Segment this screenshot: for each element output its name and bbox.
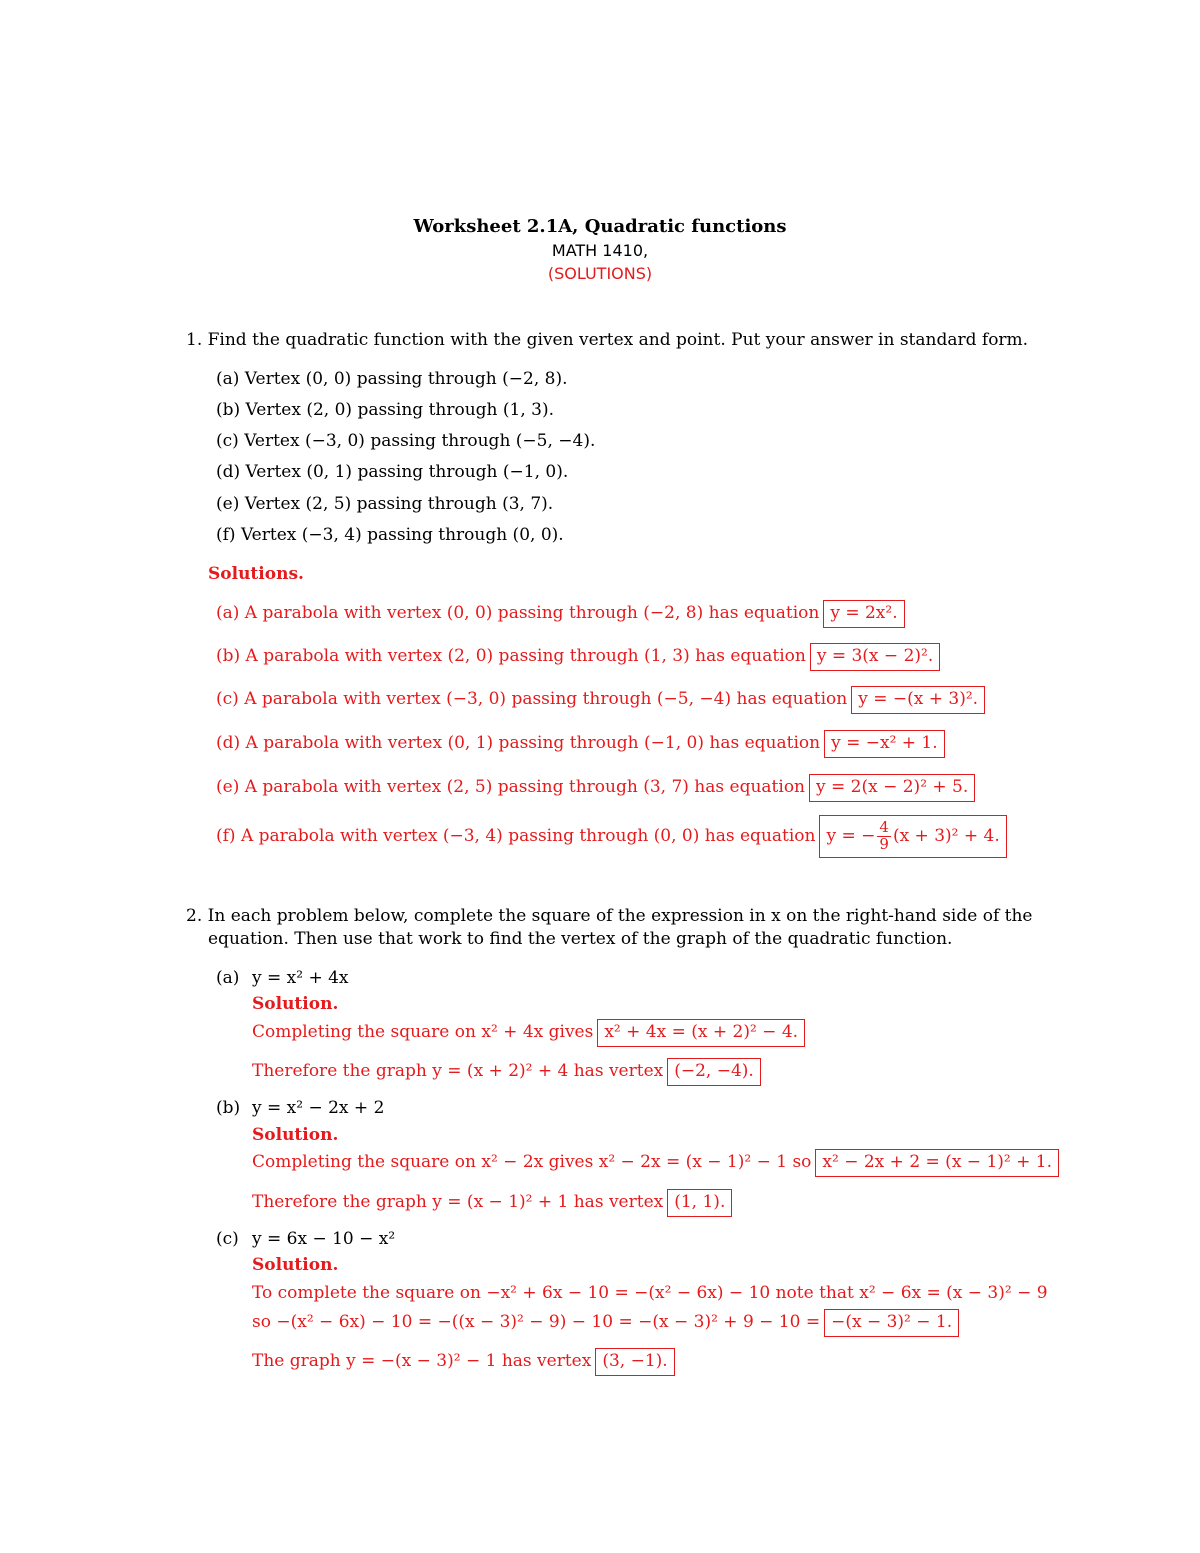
- solution-c-text: (c) A parabola with vertex (−3, 0) passing through (−5, −4) has equation: [216, 689, 848, 709]
- problem2b-equation-text: y = x² − 2x + 2: [252, 1098, 385, 1118]
- problem2b-box2: (1, 1).: [667, 1189, 732, 1217]
- problem2c-line2-text: so −(x² − 6x) − 10 = −((x − 3)² − 9) − 10 = −(x − 3)² + 9 − 10 =: [252, 1312, 821, 1332]
- problem2b-line2: [252, 1189, 732, 1217]
- problem2a-label: (a): [216, 968, 240, 988]
- solution-d-answer-box: y = −x² + 1.: [824, 730, 945, 758]
- solution-e-text: (e) A parabola with vertex (2, 5) passing through (3, 7) has equation: [216, 777, 805, 797]
- solution-a-text: (a) A parabola with vertex (0, 0) passing through (−2, 8) has equation: [216, 603, 820, 623]
- problem2c-line2: [252, 1309, 959, 1337]
- problem2b-equation: [216, 1100, 384, 1117]
- fraction: [877, 820, 891, 853]
- solution-a-answer-box: y = 2x².: [823, 600, 904, 628]
- solution-c-answer-box: y = −(x + 3)².: [851, 686, 985, 714]
- solution-b-answer-box: y = 3(x − 2)².: [810, 643, 940, 671]
- problem2c-line3-text: The graph y = −(x − 3)² − 1 has vertex: [252, 1351, 592, 1371]
- course-label: MATH 1410,: [551, 241, 649, 260]
- problem2a-box1: x² + 4x = (x + 2)² − 4.: [597, 1019, 805, 1047]
- problem2c-box1: −(x − 3)² − 1.: [824, 1309, 959, 1337]
- problem2b-label: (b): [216, 1098, 241, 1118]
- solution-b-text: (b) A parabola with vertex (2, 0) passing through (1, 3) has equation: [216, 646, 806, 666]
- problem2a-solution-heading: Solution.: [252, 994, 339, 1014]
- problem2b-solution-heading: Solution.: [252, 1125, 339, 1145]
- problem2b-line2-text: Therefore the graph y = (x − 1)² + 1 has vertex: [252, 1192, 664, 1212]
- problem1-item-f: (f) Vertex (−3, 4) passing through (0, 0).: [216, 525, 564, 545]
- solution-e-answer-box: y = 2(x − 2)² + 5.: [809, 774, 975, 802]
- problem1-item-c: (c) Vertex (−3, 0) passing through (−5, −4).: [216, 431, 596, 451]
- problem2a-equation-text: y = x² + 4x: [252, 968, 349, 988]
- solution-f-answer-post: (x + 3)² + 4.: [892, 825, 1000, 846]
- problem2a-equation: [216, 970, 349, 987]
- solution-f-text: (f) A parabola with vertex (−3, 4) passing through (0, 0) has equation: [216, 825, 816, 846]
- problem2c-solution-heading: Solution.: [252, 1255, 339, 1275]
- problem2b-box1: x² − 2x + 2 = (x − 1)² + 1.: [815, 1149, 1059, 1177]
- problem2c-box2: (3, −1).: [595, 1348, 674, 1376]
- problem1-item-b: (b) Vertex (2, 0) passing through (1, 3).: [216, 400, 555, 420]
- problem1-item-e: (e) Vertex (2, 5) passing through (3, 7).: [216, 494, 554, 514]
- problem2c-label: (c): [216, 1229, 239, 1249]
- solution-d-text: (d) A parabola with vertex (0, 1) passing through (−1, 0) has equation: [216, 733, 821, 753]
- solution-b: [216, 643, 940, 671]
- page-title: Worksheet 2.1A, Quadratic functions: [413, 216, 787, 237]
- problem1-item-a: (a) Vertex (0, 0) passing through (−2, 8).: [216, 369, 568, 389]
- solution-f: [216, 815, 1007, 858]
- solution-c: [216, 686, 985, 714]
- problem2b-line1-text: Completing the square on x² − 2x gives x² − 2x = (x − 1)² − 1 so: [252, 1152, 812, 1172]
- problem2-prompt-line1: 2. In each problem below, complete the square of the expression in x on the right-hand side of the: [186, 906, 1033, 926]
- problem2a-line1: [252, 1019, 805, 1047]
- problem2a-box2: (−2, −4).: [667, 1058, 761, 1086]
- solution-f-answer-pre: y = −: [826, 825, 876, 846]
- problem2a-line1-text: Completing the square on x² + 4x gives: [252, 1022, 594, 1042]
- problem1-prompt: 1. Find the quadratic function with the given vertex and point. Put your answer in standard form.: [186, 330, 1029, 350]
- solution-e: [216, 774, 975, 802]
- problem1-item-d: (d) Vertex (0, 1) passing through (−1, 0).: [216, 462, 569, 482]
- solution-d: [216, 730, 945, 758]
- problem2a-line2: [252, 1058, 761, 1086]
- problem2c-line3: [252, 1348, 675, 1376]
- solution-a: [216, 600, 905, 628]
- problem2c-line1: To complete the square on −x² + 6x − 10 = −(x² − 6x) − 10 note that x² − 6x = (x − 3)² − 9: [252, 1283, 1048, 1303]
- problem2c-equation-text: y = 6x − 10 − x²: [252, 1229, 396, 1249]
- fraction-numerator: 4: [879, 818, 889, 836]
- fraction-denominator: 9: [879, 834, 889, 853]
- solutions-heading: Solutions.: [208, 564, 304, 584]
- problem2-prompt-line2: equation. Then use that work to find the vertex of the graph of the quadratic function.: [208, 929, 953, 949]
- solution-f-answer-box: [819, 815, 1006, 858]
- problem2b-line1: [252, 1149, 1059, 1177]
- solutions-tag: (SOLUTIONS): [547, 264, 653, 283]
- problem2a-line2-text: Therefore the graph y = (x + 2)² + 4 has vertex: [252, 1061, 664, 1081]
- problem2c-equation: [216, 1231, 395, 1248]
